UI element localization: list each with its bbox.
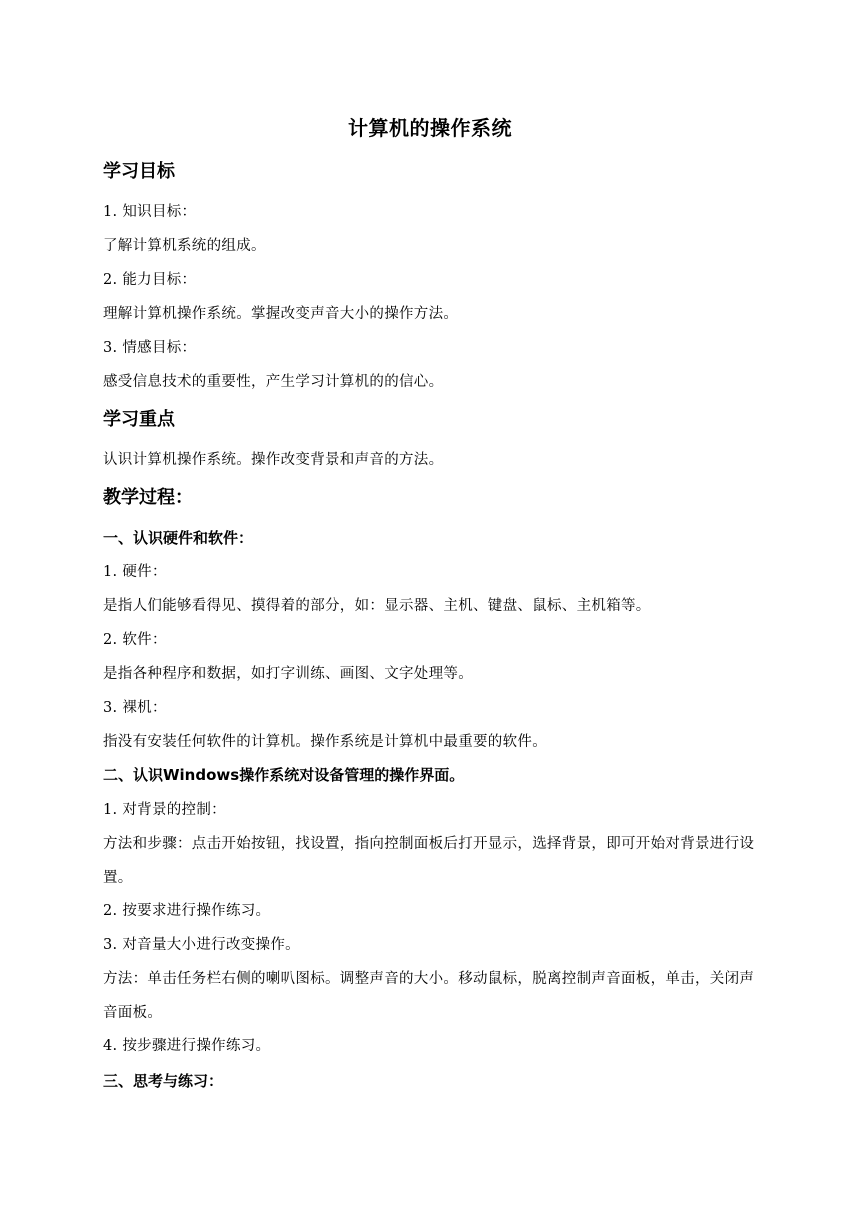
objective-1-text: 了解计算机系统的组成。: [103, 238, 266, 254]
part2-item-2-label: 2. 按要求进行操作练习。: [103, 903, 271, 919]
objective-2-label: 2. 能力目标：: [103, 272, 197, 288]
part1-item-3-text: 指没有安装任何软件的计算机。操作系统是计算机中最重要的软件。: [103, 734, 547, 750]
key-points-text: 认识计算机操作系统。操作改变背景和声音的方法。: [103, 452, 444, 468]
part1-item-1-label: 1. 硬件：: [103, 564, 167, 580]
part1-item-3-label: 3. 裸机：: [103, 700, 167, 716]
process-heading: 教学过程：: [103, 487, 193, 508]
objectives-heading: 学习目标: [103, 161, 175, 182]
part1-item-1-text: 是指人们能够看得见、摸得着的部分，如：显示器、主机、键盘、鼠标、主机箱等。: [103, 598, 651, 614]
part2-heading: 二、认识Windows操作系统对设备管理的操作界面。: [103, 766, 465, 784]
part1-heading: 一、认识硬件和软件：: [103, 529, 254, 547]
objective-3-label: 3. 情感目标：: [103, 340, 197, 356]
objective-1-label: 1. 知识目标：: [103, 204, 197, 220]
objective-3-text: 感受信息技术的重要性，产生学习计算机的的信心。: [103, 374, 444, 390]
objective-2-text: 理解计算机操作系统。掌握改变声音大小的操作方法。: [103, 306, 459, 322]
part2-item-4-label: 4. 按步骤进行操作练习。: [103, 1038, 271, 1054]
part2-item-3-label: 3. 对音量大小进行改变操作。: [103, 937, 300, 953]
part1-item-2-text: 是指各种程序和数据，如打字训练、画图、文字处理等。: [103, 666, 473, 682]
part3-heading: 三、思考与练习：: [103, 1072, 224, 1090]
key-points-heading: 学习重点: [103, 409, 175, 430]
part2-item-3-text: 方法：单击任务栏右侧的喇叭图标。调整声音的大小。移动鼠标，脱离控制声音面板，单击，关闭声音面板。: [103, 971, 755, 1021]
part2-item-1-label: 1. 对背景的控制：: [103, 802, 226, 818]
document-title: 计算机的操作系统: [348, 116, 512, 140]
part1-item-2-label: 2. 软件：: [103, 632, 167, 648]
part2-item-1-text: 方法和步骤：点击开始按钮，找设置，指向控制面板后打开显示，选择背景，即可开始对背景进行设置。: [103, 836, 755, 886]
